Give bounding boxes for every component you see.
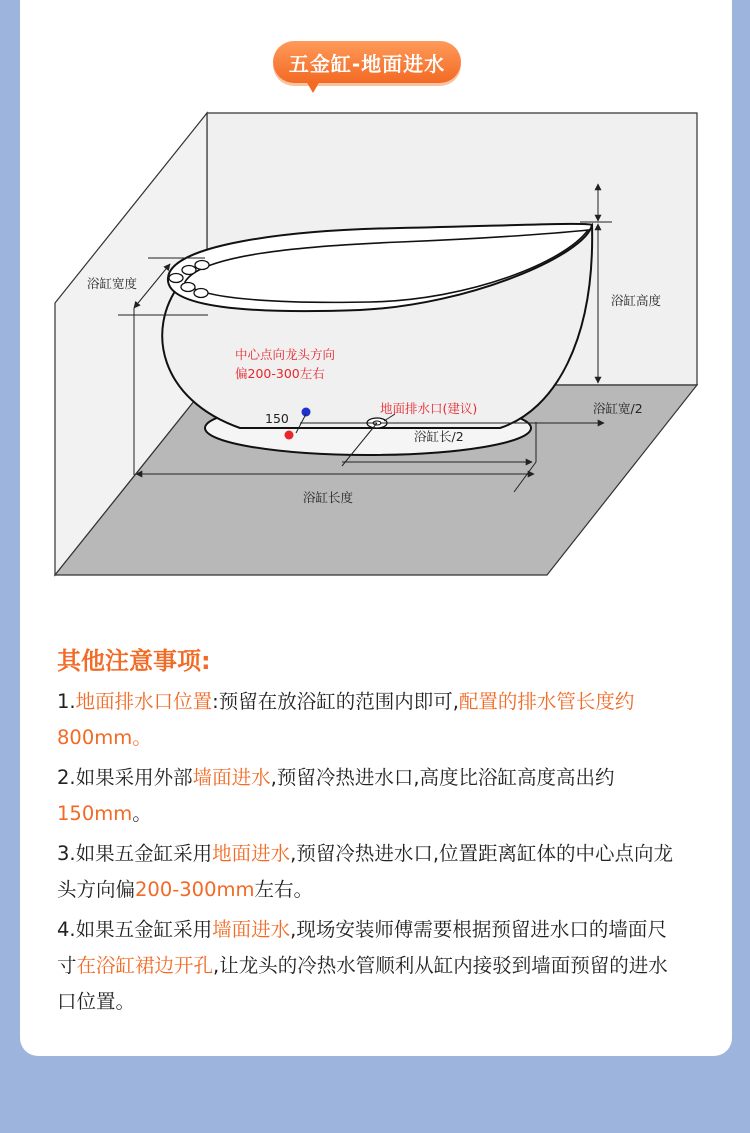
notes-title: 其他注意事项: <box>57 647 211 675</box>
note-3-highlight-1: 地面进水 <box>212 842 291 865</box>
label-tub-width: 浴缸宽度 <box>87 276 138 291</box>
faucet-hole-2 <box>182 266 196 275</box>
note-4-text-3: ,让龙头的冷热水管顺利从缸内接驳到墙面预留的进水口位置。 <box>57 954 668 1013</box>
note-2-highlight-1: 墙面进水 <box>192 766 271 789</box>
note-2-text-1: 2.如果采用外部 <box>57 766 193 789</box>
note-2-text-3: 。 <box>132 802 152 825</box>
note-3-text-3: 左右。 <box>254 878 313 901</box>
label-tub-length: 浴缸长度 <box>303 490 354 505</box>
note-1-text: :预留在放浴缸的范围内即可, <box>212 690 459 713</box>
note-2-text-2: ,预留冷热进水口,高度比浴缸高度高出约 <box>270 766 615 789</box>
note-1-highlight-2: 配置的排水管长度约800mm。 <box>57 690 635 749</box>
note-4-highlight-1: 墙面进水 <box>212 918 291 941</box>
label-inlet-spacing: 150 <box>265 411 289 426</box>
faucet-hole-3 <box>195 261 209 270</box>
note-1-highlight-1: 地面排水口位置 <box>75 690 213 713</box>
label-tub-height: 浴缸高度 <box>611 293 662 308</box>
faucet-hole-5 <box>194 289 208 298</box>
note-3-text-2: ,预留冷热进水口,位置距离缸体的中心点向龙头方向偏 <box>57 842 674 901</box>
note-4 <box>57 912 677 1020</box>
notes-section <box>57 644 677 1024</box>
note-3 <box>57 836 677 908</box>
note-1-num: 1. <box>57 690 76 713</box>
note-2-highlight-2: 150mm <box>57 802 133 825</box>
note-2 <box>57 760 677 832</box>
note-4-highlight-2: 在浴缸裙边开孔 <box>76 954 214 977</box>
label-half-length: 浴缸长/2 <box>414 429 464 444</box>
cold-water-inlet-dot <box>302 408 311 417</box>
section-badge-label: 五金缸-地面进水 <box>288 51 446 76</box>
hot-water-inlet-dot <box>285 431 294 440</box>
note-4-text-2: ,现场安装师傅需要根据预留进水口的墙面尺寸 <box>57 918 667 977</box>
note-4-text-1: 4.如果五金缸采用 <box>57 918 213 941</box>
note-3-text-1: 3.如果五金缸采用 <box>57 842 213 865</box>
label-offset-line1: 中心点向龙头方向 <box>235 347 336 362</box>
faucet-hole-4 <box>181 283 195 292</box>
note-3-highlight-2: 200-300mm <box>135 878 255 901</box>
note-1 <box>57 684 677 756</box>
label-drain: 地面排水口(建议) <box>380 401 478 416</box>
faucet-hole-1 <box>169 274 183 283</box>
label-offset-line2: 偏200-300左右 <box>235 366 325 381</box>
label-half-width: 浴缸宽/2 <box>593 401 643 416</box>
